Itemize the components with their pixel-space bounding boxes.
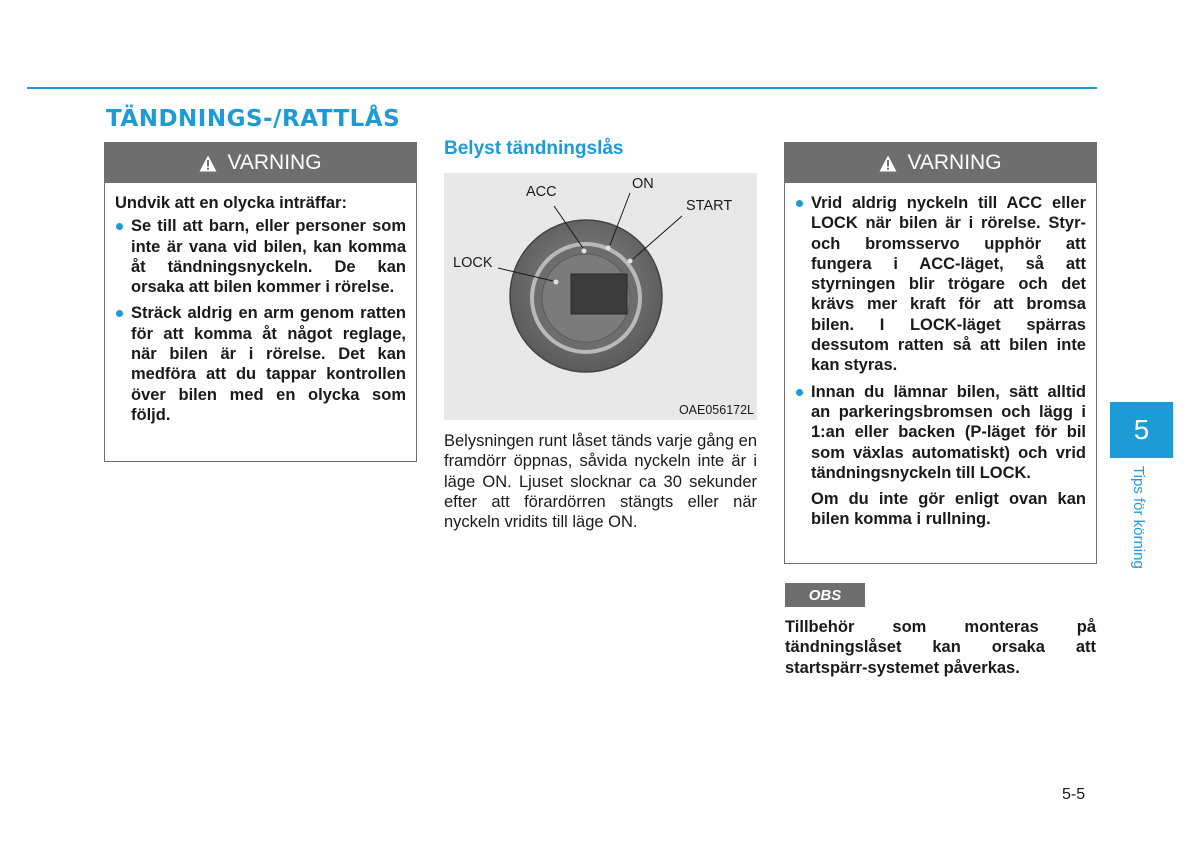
warning-box-left (104, 142, 417, 462)
warning-lead: Undvik att en olycka inträffar: (115, 194, 347, 212)
body-paragraph: Belysningen runt låset tänds varje gång en framdörr öppnas, såvida nyckeln inte är i läge ON. Ljuset slocknar ca 30 sekunder efter att förardörren stängts eller när nyckeln vridits till läge ON. (444, 432, 757, 532)
figure-code: OAE056172L (678, 403, 754, 417)
warning-icon (199, 155, 217, 172)
warning-body (785, 183, 1096, 540)
chapter-tab: 5 (1110, 402, 1173, 458)
figure-label-start: START (686, 198, 733, 214)
obs-tag: OBS (785, 583, 865, 607)
section-title: TÄNDNINGS-/RATTLÅS (106, 106, 401, 132)
warning-title: VARNING (907, 151, 1002, 174)
warning-list (795, 193, 1086, 483)
chapter-name: Tips för körning (1130, 466, 1147, 569)
warning-header (785, 143, 1096, 183)
sub-heading: Belyst tändningslås (444, 138, 624, 159)
page-number: 5-5 (1062, 786, 1086, 803)
warning-title: VARNING (227, 151, 322, 174)
warning-body (105, 183, 416, 435)
warning-list (115, 216, 406, 425)
figure-label-on: ON (632, 176, 654, 192)
top-rule (27, 87, 1097, 89)
warning-icon (879, 155, 897, 172)
list-item: Vrid aldrig nyckeln till ACC eller LOCK när bilen är i rörelse. Styr- och bromsservo upphör att fungera i ACC-läget, så att styrningen blir trögare och det krävs mer kraft för att bromsa bilen. I LOCK-läget spärras dessutom ratten så att bilen inte kan styras. (795, 193, 1086, 376)
warning-header (105, 143, 416, 183)
obs-text: Tillbehör som monteras på tändningslåset kan orsaka att startspärr-systemet påverkas. (785, 618, 1096, 677)
list-item: Se till att barn, eller personer som inte är vana vid bilen, kan komma åt tändningsnyckeln. De kan orsaka att bilen kommer i rörelse. (115, 216, 406, 297)
list-item: Innan du lämnar bilen, sätt alltid an parkeringsbromsen och lägg i 1:an eller backen (P-läget för bil som växlas automatiskt) och vrid tändningsnyckeln till LOCK. (795, 382, 1086, 483)
warning-extra: Om du inte gör enligt ovan kan bilen komma i rullning. (811, 490, 1086, 529)
warning-box-right (784, 142, 1097, 564)
figure-label-lock: LOCK (453, 255, 493, 271)
list-item: Sträck aldrig en arm genom ratten för att komma åt något reglage, när bilen är i rörelse. Det kan medföra att du tappar kontrollen över bilen med en olycka som följd. (115, 303, 406, 425)
figure-label-acc: ACC (526, 184, 557, 200)
ignition-figure (444, 173, 757, 420)
